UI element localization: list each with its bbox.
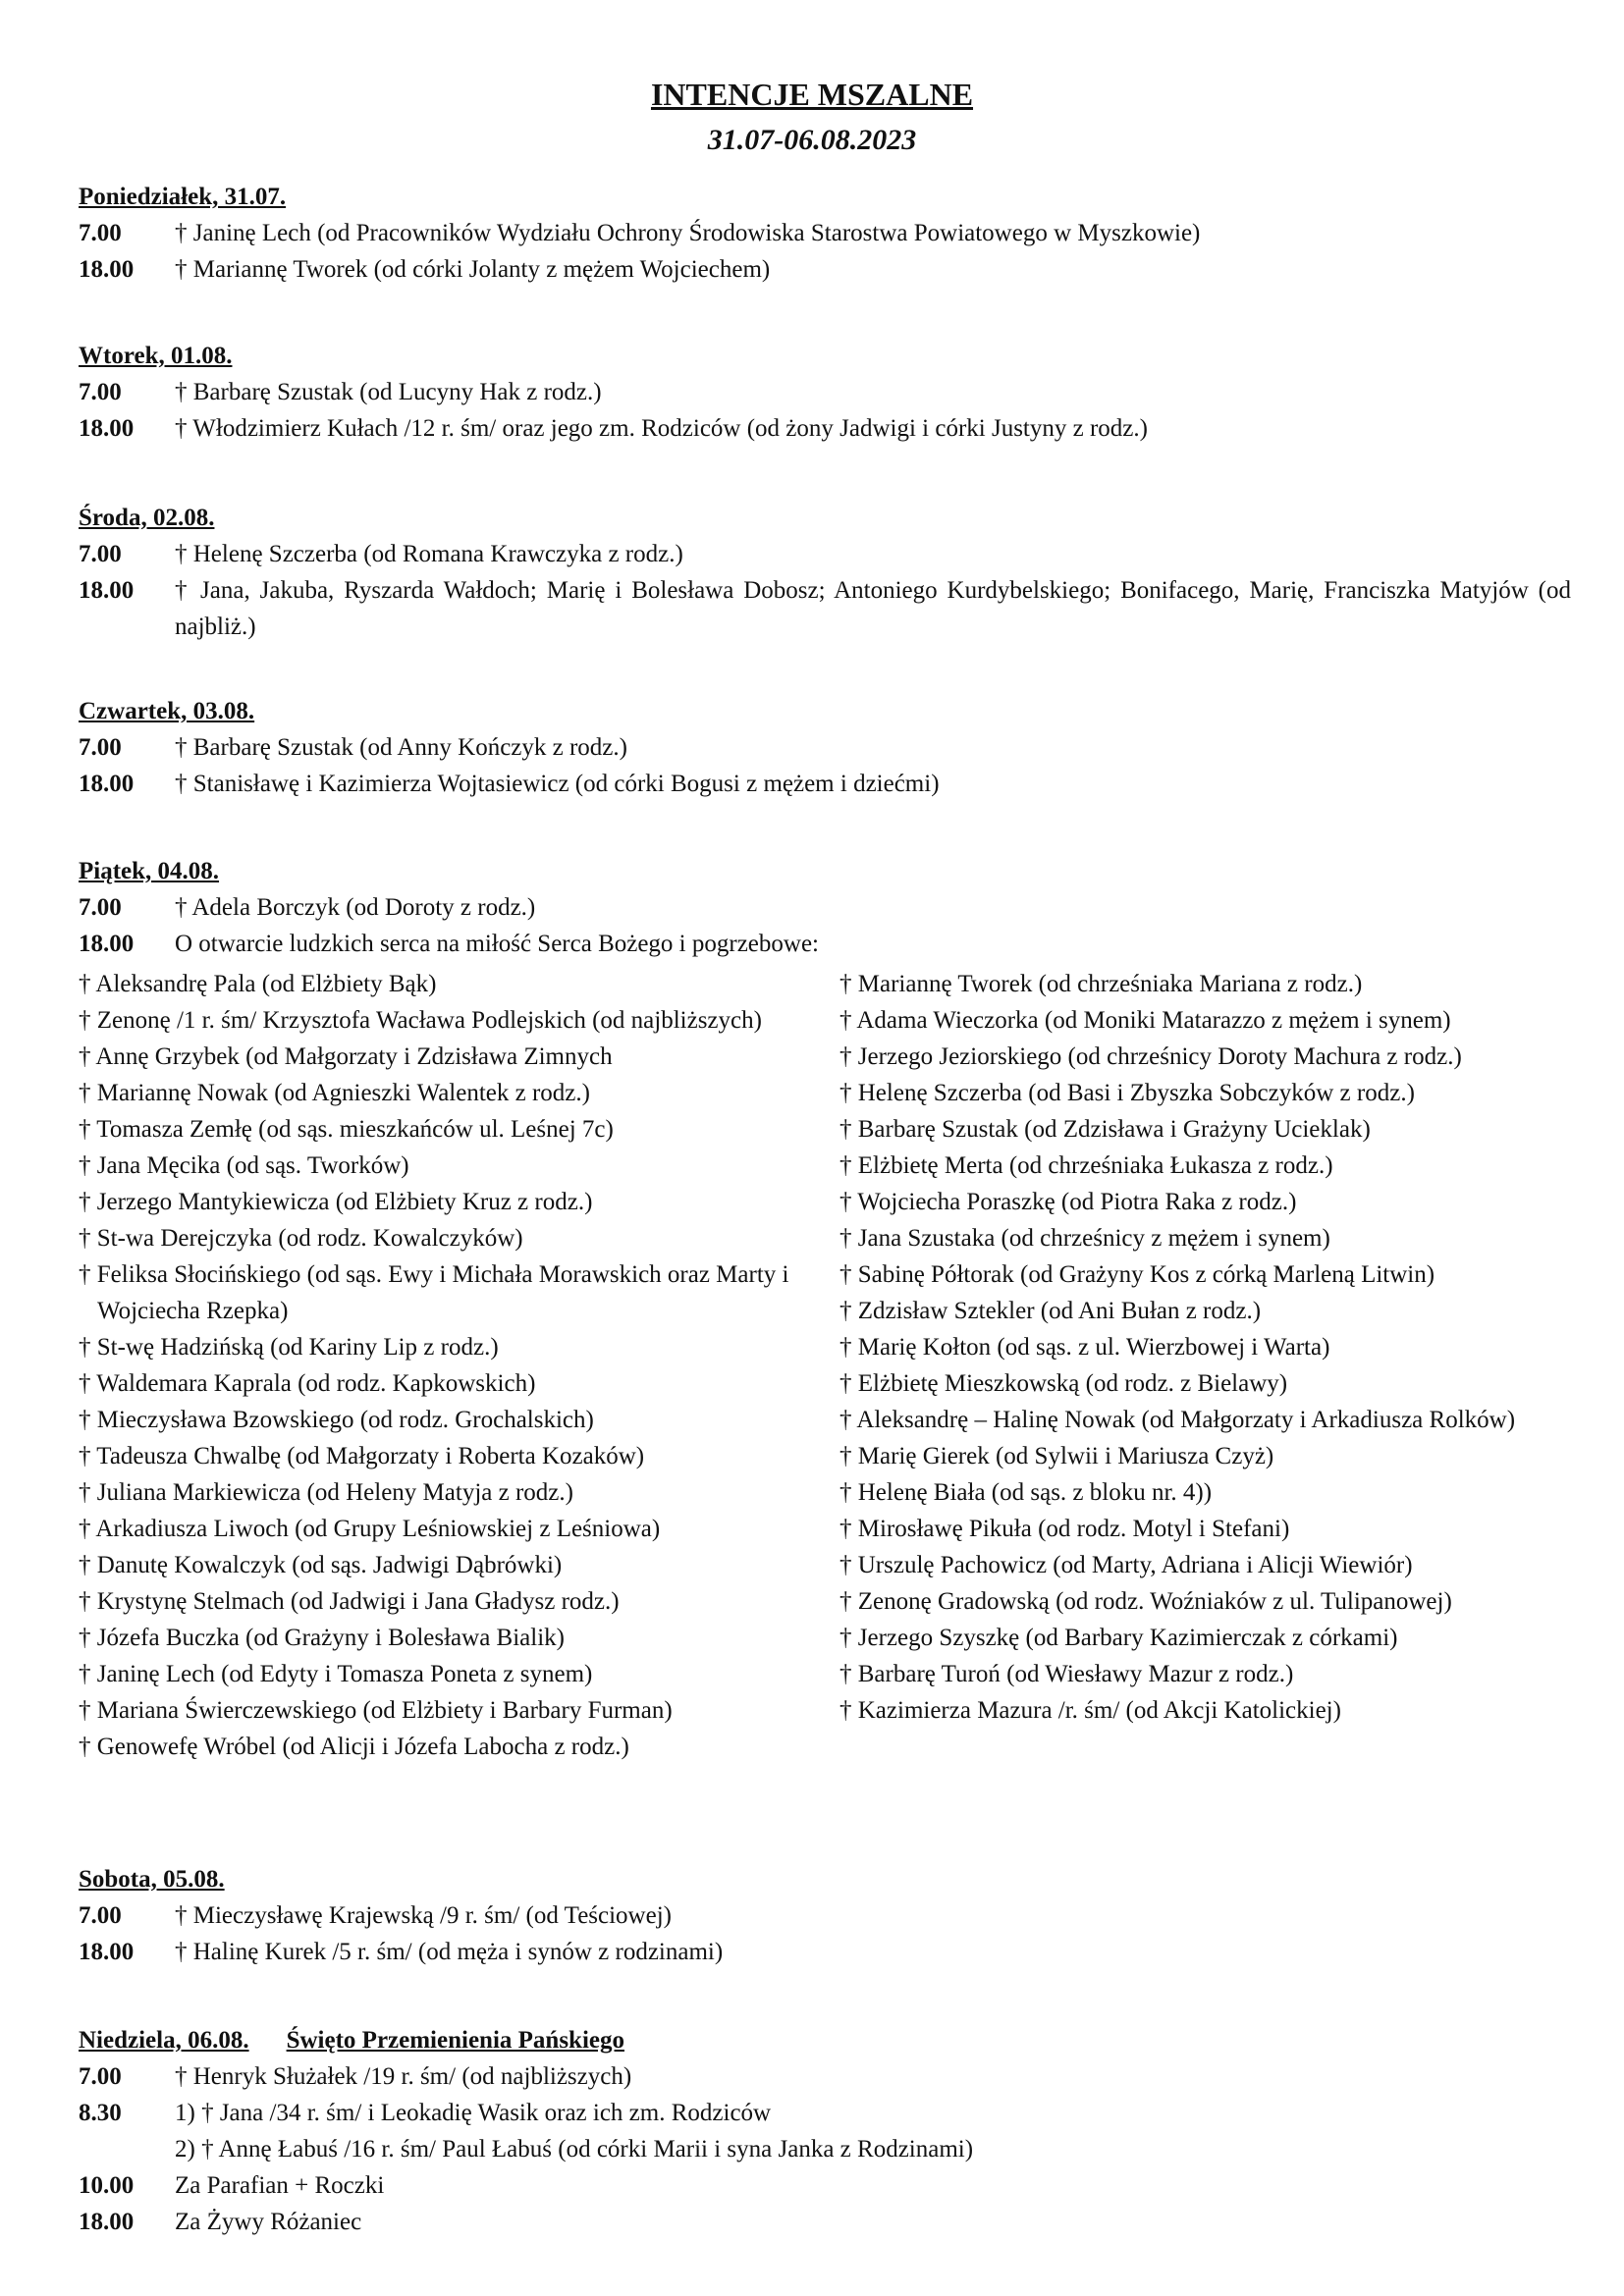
mass-row bbox=[79, 926, 1571, 962]
mass-time: 7.00 bbox=[79, 541, 122, 567]
day-heading: Poniedziałek, 31.07. bbox=[79, 184, 287, 210]
mass-intention: † Halinę Kurek /5 r. śm/ (od męża i synów z rodzinami) bbox=[175, 1939, 724, 1965]
funeral-intention-item: † St-wa Derejczyka (od rodz. Kowalczyków) bbox=[79, 1225, 523, 1252]
funeral-intention-item: † Mariana Świerczewskiego (od Elżbiety i Barbary Furman) bbox=[79, 1697, 673, 1724]
feast-name: Święto Przemienienia Pańskiego bbox=[286, 2027, 624, 2054]
mass-time: 18.00 bbox=[79, 415, 135, 442]
funeral-intention-item: † Helenę Szczerba (od Basi i Zbyszka Sobczyków z rodz.) bbox=[839, 1080, 1415, 1106]
day-section-wednesday bbox=[79, 500, 1571, 645]
mass-intention: † Henryk Służałek /19 r. śm/ (od najbliższych) bbox=[175, 2063, 632, 2090]
mass-row bbox=[79, 2204, 1571, 2240]
funeral-intention-item: † Tomasza Zemłę (od sąs. mieszkańców ul. Leśnej 7c) bbox=[79, 1116, 614, 1143]
day-section-thursday bbox=[79, 693, 1571, 802]
funeral-intentions-list bbox=[79, 966, 1591, 1765]
day-section-monday bbox=[79, 179, 1571, 288]
funeral-intention-item: † Józefa Buczka (od Grażyny i Bolesława Bialik) bbox=[79, 1625, 565, 1651]
mass-row bbox=[79, 1897, 1571, 1934]
funeral-intention-item: † Tadeusza Chwalbę (od Małgorzaty i Roberta Kozaków) bbox=[79, 1443, 645, 1469]
mass-row bbox=[79, 251, 1571, 288]
funeral-intention-item: † Jerzego Szyszkę (od Barbary Kazimierczak z córkami) bbox=[839, 1625, 1398, 1651]
mass-row bbox=[79, 889, 1571, 926]
funeral-intention-item: † Marię Kołton (od sąs. z ul. Wierzbowej i Warta) bbox=[839, 1334, 1330, 1361]
mass-intention: † Włodzimierz Kułach /12 r. śm/ oraz jego zm. Rodziców (od żony Jadwigi i córki Justyny z rodz.) bbox=[175, 415, 1148, 442]
day-heading-date: Niedziela, 06.08. bbox=[79, 2027, 249, 2054]
mass-intention: † Barbarę Szustak (od Lucyny Hak z rodz.) bbox=[175, 379, 602, 405]
funeral-list-right-column bbox=[839, 966, 1591, 1765]
day-heading: Wtorek, 01.08. bbox=[79, 343, 233, 369]
funeral-intention-item: † Zenonę Gradowską (od rodz. Woźniaków z ul. Tulipanowej) bbox=[839, 1588, 1452, 1615]
funeral-intention-item: † Arkadiusza Liwoch (od Grupy Leśniowskiej z Leśniowa) bbox=[79, 1516, 661, 1542]
mass-row bbox=[79, 536, 1571, 572]
mass-row bbox=[79, 766, 1571, 802]
funeral-intention-item: † Wojciecha Poraszkę (od Piotra Raka z rodz.) bbox=[839, 1189, 1297, 1215]
mass-intention: † Stanisławę i Kazimierza Wojtasiewicz (od córki Bogusi z mężem i dziećmi) bbox=[175, 771, 940, 797]
funeral-intention-item: † Elżbietę Merta (od chrześniaka Łukasza z rodz.) bbox=[839, 1152, 1333, 1179]
mass-row bbox=[79, 1934, 1571, 1970]
mass-intention: † Mariannę Tworek (od córki Jolanty z mężem Wojciechem) bbox=[175, 256, 771, 283]
mass-intention: Za Żywy Różaniec bbox=[175, 2209, 362, 2235]
funeral-intention-item: † Juliana Markiewicza (od Heleny Matyja z rodz.) bbox=[79, 1479, 573, 1506]
mass-intention: † Adela Borczyk (od Doroty z rodz.) bbox=[175, 894, 536, 921]
funeral-intention-item: † Annę Grzybek (od Małgorzaty i Zdzisława Zimnych bbox=[79, 1043, 613, 1070]
mass-time: 7.00 bbox=[79, 1902, 122, 1929]
mass-time: 8.30 bbox=[79, 2100, 122, 2126]
funeral-intention-item: † Jerzego Jeziorskiego (od chrześnicy Doroty Machura z rodz.) bbox=[839, 1043, 1462, 1070]
funeral-intention-item: † Kazimierza Mazura /r. śm/ (od Akcji Katolickiej) bbox=[839, 1697, 1341, 1724]
mass-intention: † Jana, Jakuba, Ryszarda Wałdoch; Marię i Bolesława Dobosz; Antoniego Kurdybelskiego; Bonifacego, Marię, Franciszka Matyjów (od najbliż.) bbox=[175, 577, 1571, 640]
funeral-intention-item: † Feliksa Słocińskiego (od sąs. Ewy i Michała Morawskich oraz Marty i Wojciecha Rzepka) bbox=[79, 1261, 789, 1324]
funeral-intention-item: † Barbarę Turoń (od Wiesławy Mazur z rodz.) bbox=[839, 1661, 1294, 1687]
funeral-list-left-column bbox=[79, 966, 839, 1765]
funeral-intention-item: † St-wę Hadzińską (od Kariny Lip z rodz.) bbox=[79, 1334, 499, 1361]
funeral-intention-item: † Waldemara Kaprala (od rodz. Kapkowskich) bbox=[79, 1370, 536, 1397]
mass-time: 7.00 bbox=[79, 379, 122, 405]
day-section-friday bbox=[79, 853, 1571, 962]
date-range: 31.07-06.08.2023 bbox=[707, 124, 917, 156]
mass-intention: † Janinę Lech (od Pracowników Wydziału Ochrony Środowiska Starostwa Powiatowego w Myszkowie) bbox=[175, 220, 1201, 246]
mass-intention: 1) † Jana /34 r. śm/ i Leokadię Wasik oraz ich zm. Rodziców bbox=[175, 2100, 772, 2126]
funeral-intention-item: † Zenonę /1 r. śm/ Krzysztofa Wacława Podlejskich (od najbliższych) bbox=[79, 1007, 762, 1034]
mass-time: 7.00 bbox=[79, 2063, 122, 2090]
mass-intention: † Mieczysławę Krajewską /9 r. śm/ (od Teściowej) bbox=[175, 1902, 672, 1929]
mass-time: 7.00 bbox=[79, 894, 122, 921]
mass-row bbox=[79, 410, 1571, 447]
funeral-intention-item: † Jerzego Mantykiewicza (od Elżbiety Kruz z rodz.) bbox=[79, 1189, 593, 1215]
day-heading: Czwartek, 03.08. bbox=[79, 698, 255, 724]
mass-row bbox=[79, 729, 1571, 766]
funeral-intention-item: † Mariannę Nowak (od Agnieszki Walentek z rodz.) bbox=[79, 1080, 590, 1106]
mass-row bbox=[79, 374, 1571, 410]
mass-intention: † Barbarę Szustak (od Anny Kończyk z rodz.) bbox=[175, 734, 627, 761]
mass-time: 7.00 bbox=[79, 220, 122, 246]
mass-intention: 2) † Annę Łabuś /16 r. śm/ Paul Łabuś (od córki Marii i syna Janka z Rodzinami) bbox=[175, 2136, 974, 2163]
mass-row bbox=[79, 215, 1571, 251]
funeral-intention-item: † Aleksandrę Pala (od Elżbiety Bąk) bbox=[79, 971, 437, 997]
mass-time: 18.00 bbox=[79, 2209, 135, 2235]
funeral-intention-item: † Adama Wieczorka (od Moniki Matarazzo z mężem i synem) bbox=[839, 1007, 1451, 1034]
funeral-intention-item: † Elżbietę Mieszkowską (od rodz. z Bielawy) bbox=[839, 1370, 1288, 1397]
mass-time: 10.00 bbox=[79, 2172, 135, 2199]
mass-row bbox=[79, 2058, 1571, 2095]
day-heading: Piątek, 04.08. bbox=[79, 858, 220, 884]
mass-time bbox=[79, 2131, 175, 2167]
funeral-intention-item: † Mieczysława Bzowskiego (od rodz. Grochalskich) bbox=[79, 1407, 594, 1433]
mass-intention: Za Parafian + Roczki bbox=[175, 2172, 385, 2199]
day-heading: Sobota, 05.08. bbox=[79, 1866, 225, 1893]
funeral-intention-item: † Sabinę Półtorak (od Grażyny Kos z córką Marleną Litwin) bbox=[839, 1261, 1435, 1288]
funeral-intention-item: † Jana Szustaka (od chrześnicy z mężem i synem) bbox=[839, 1225, 1330, 1252]
page-title: INTENCJE MSZALNE bbox=[650, 77, 974, 112]
funeral-intention-item: † Mirosławę Pikuła (od rodz. Motyl i Stefani) bbox=[839, 1516, 1290, 1542]
mass-intention: O otwarcie ludzkich serca na miłość Serca Bożego i pogrzebowe: bbox=[175, 931, 819, 957]
day-section-tuesday bbox=[79, 338, 1571, 447]
day-heading: Środa, 02.08. bbox=[79, 505, 215, 531]
mass-row bbox=[79, 2167, 1571, 2204]
funeral-intention-item: † Marię Gierek (od Sylwii i Mariusza Czyż) bbox=[839, 1443, 1274, 1469]
funeral-intention-item: † Danutę Kowalczyk (od sąs. Jadwigi Dąbrówki) bbox=[79, 1552, 563, 1578]
mass-row bbox=[79, 2131, 1571, 2167]
mass-time: 18.00 bbox=[79, 577, 135, 604]
funeral-intention-item: † Genowefę Wróbel (od Alicji i Józefa Labocha z rodz.) bbox=[79, 1734, 629, 1760]
mass-intention: † Helenę Szczerba (od Romana Krawczyka z rodz.) bbox=[175, 541, 683, 567]
funeral-intention-item: † Janinę Lech (od Edyty i Tomasza Poneta z synem) bbox=[79, 1661, 593, 1687]
mass-time: 18.00 bbox=[79, 1939, 135, 1965]
mass-time: 18.00 bbox=[79, 771, 135, 797]
funeral-intention-item: † Aleksandrę – Halinę Nowak (od Małgorzaty i Arkadiusza Rolków) bbox=[839, 1407, 1516, 1433]
funeral-intention-item: † Helenę Biała (od sąs. z bloku nr. 4)) bbox=[839, 1479, 1213, 1506]
funeral-intention-item: † Mariannę Tworek (od chrześniaka Mariana z rodz.) bbox=[839, 971, 1363, 997]
funeral-intention-item: † Jana Męcika (od sąs. Tworków) bbox=[79, 1152, 409, 1179]
funeral-intention-item: † Zdzisław Sztekler (od Ani Bułan z rodz.) bbox=[839, 1298, 1262, 1324]
funeral-intention-item: † Urszulę Pachowicz (od Marty, Adriana i Alicji Wiewiór) bbox=[839, 1552, 1413, 1578]
mass-time: 18.00 bbox=[79, 931, 135, 957]
funeral-intention-item: † Barbarę Szustak (od Zdzisława i Grażyny Ucieklak) bbox=[839, 1116, 1371, 1143]
day-heading bbox=[79, 2022, 1571, 2058]
day-section-saturday bbox=[79, 1861, 1571, 1970]
mass-row bbox=[79, 572, 1571, 645]
mass-row bbox=[79, 2095, 1571, 2131]
day-section-sunday bbox=[79, 2022, 1571, 2240]
mass-time: 7.00 bbox=[79, 734, 122, 761]
funeral-intention-item: † Krystynę Stelmach (od Jadwigi i Jana Gładysz rodz.) bbox=[79, 1588, 620, 1615]
mass-time: 18.00 bbox=[79, 256, 135, 283]
